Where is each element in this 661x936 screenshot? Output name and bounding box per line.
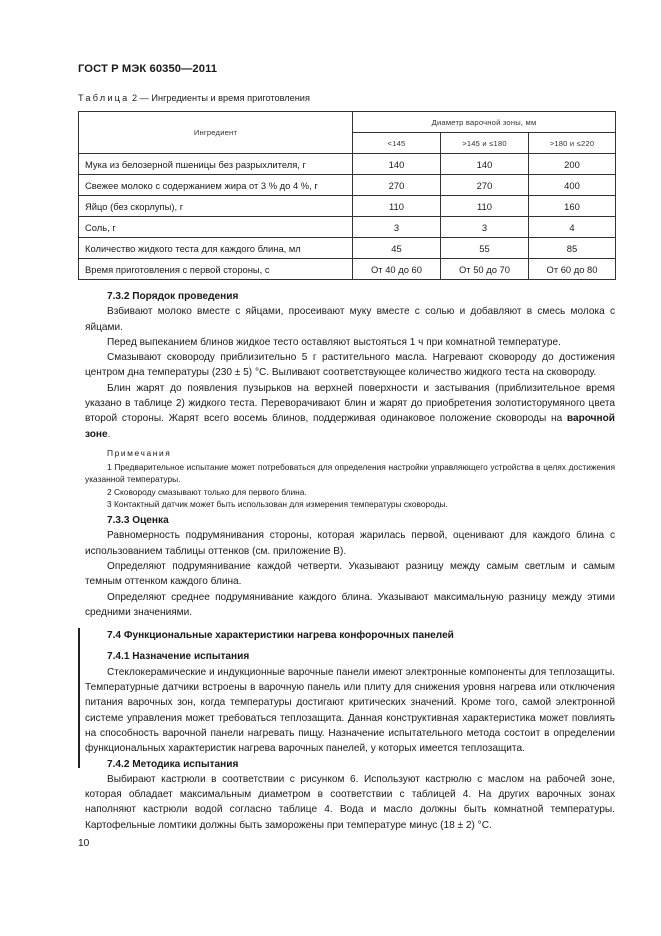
- paragraph: Выбирают кастрюли в соответствии с рисунком 6. Используют кастрюлю с маслом на рабочей зоне, которая обладает максимальным диаметром в соответствии с таблицей 4. На других варочных зонах наполняют кастрюли водой согласно таблице 4. Вода и масло должны быть комнатной температуры. Картофельные ломтики должны быть заморожены при температуре минус (18 ± 2) °С.: [85, 773, 615, 831]
- paragraph: [85, 381, 615, 442]
- row-value: 270: [441, 175, 529, 196]
- page-number: 10: [78, 838, 90, 849]
- row-value: 270: [353, 175, 441, 196]
- col-header-sub-1: <145: [353, 133, 441, 154]
- row-value: 45: [353, 238, 441, 259]
- paragraph: Определяют подрумянивание каждой четверти. Указывают разницу между самым светлым и самым темным оттенком каждого блина.: [85, 560, 615, 588]
- bold-term: варочной зоне: [85, 413, 615, 440]
- notes-title: Примечания: [107, 447, 172, 458]
- note-item: 3 Контактный датчик может быть использован для измерения температуры сковороды.: [107, 498, 448, 509]
- row-value: От 50 до 70: [441, 259, 529, 280]
- table-row: [79, 154, 616, 175]
- row-value: 4: [529, 217, 616, 238]
- row-value: 140: [441, 154, 529, 175]
- paragraph: Стеклокерамические и индукционные варочные панели имеют электронные компоненты для теплозащиты. Температурные датчики встроены в варочную панель или плиту для снижения уровня нагрева или отключения питания варочных зон, когда температуры достигают критических значений. Кроме того, самой электронной системе управления может требоваться теплозащита. Данная конструктивная характеристика может повлиять на способность варочной панели нагревать пищу. Назначение испытательного метода состоит в определении функциональных характеристик нагрева варочных панелей, у которых имеется теплозащита.: [85, 666, 615, 755]
- table-caption-prefix: Таблица: [78, 93, 130, 103]
- row-value: 55: [441, 238, 529, 259]
- row-name: Соль, г: [79, 217, 353, 238]
- row-name: Яйцо (без скорлупы), г: [79, 196, 353, 217]
- paragraph: Определяют среднее подрумянивание каждого блина. Указывают максимальную разницу между этими средними значениями.: [85, 591, 615, 618]
- col-header-sub-2: >145 и ≤180: [441, 133, 529, 154]
- revision-bar: [78, 654, 80, 768]
- row-value: 3: [353, 217, 441, 238]
- table-caption-text: 2 — Ингредиенты и время приготовления: [129, 93, 310, 103]
- document-body: [85, 289, 615, 833]
- ingredients-table: [78, 111, 616, 280]
- paragraph: Равномерность подрумянивания стороны, которая жарилась первой, оценивают для каждого блина с использованием таблицы оттенков (см. приложение В).: [85, 530, 615, 557]
- row-value: 200: [529, 154, 616, 175]
- table-row: [79, 175, 616, 196]
- row-name: Свежее молоко с содержанием жира от 3 % до 4 %, г: [79, 175, 353, 196]
- row-value: 110: [353, 196, 441, 217]
- revision-bar: [78, 628, 80, 654]
- section-heading-7-3-3: 7.3.3 Оценка: [107, 515, 169, 527]
- col-header-sub-3: >180 и ≤220: [529, 133, 616, 154]
- note-item: 2 Сковороду смазывают только для первого блина.: [107, 486, 307, 497]
- paragraph-end: .: [107, 428, 111, 440]
- note-item: 1 Предварительное испытание может потребоваться для определения настройки управляющего устройства в целях достижения указанной температуры.: [85, 462, 615, 485]
- paragraph: Взбивают молоко вместе с яйцами, просеивают муку вместе с солью и добавляют в смесь молока с яйцами.: [85, 306, 615, 333]
- document-header: ГОСТ Р МЭК 60350—2011: [78, 63, 218, 75]
- paragraph: Перед выпеканием блинов жидкое тесто оставляют выстояться 1 ч при комнатной температуре.: [107, 336, 561, 348]
- table-row: [79, 217, 616, 238]
- table-row: [79, 259, 616, 280]
- col-header-diameter: Диаметр варочной зоны, мм: [353, 112, 616, 133]
- row-value: 85: [529, 238, 616, 259]
- section-heading-7-4-2: 7.4.2 Методика испытания: [107, 758, 239, 770]
- table-row: [79, 196, 616, 217]
- row-name: Количество жидкого теста для каждого блина, мл: [79, 238, 353, 259]
- table-row: [79, 238, 616, 259]
- table-caption: [78, 93, 310, 103]
- row-value: От 60 до 80: [529, 259, 616, 280]
- section-heading-7-4-1: 7.4.1 Назначение испытания: [107, 651, 250, 663]
- row-value: 160: [529, 196, 616, 217]
- paragraph-text: Блин жарят до появления пузырьков на верхней поверхности и застывания (приблизительное время указано в таблице 2) жидкого теста. Переворачивают блин и жарят до приобретения золотисторумяного цвета второй стороны. Жарят всего восемь блинов, поддерживая одинаковое положение сковороды на: [85, 382, 615, 425]
- row-value: 140: [353, 154, 441, 175]
- paragraph: Смазывают сковороду приблизительно 5 г растительного масла. Нагревают сковороду до достижения центром дна температуры (230 ± 5) °С. Выливают соответствующее количество жидкого теста на сковороду.: [85, 352, 615, 379]
- section-heading-7-4: 7.4 Функциональные характеристики нагрева конфорочных панелей: [107, 630, 454, 642]
- col-header-ingredient: Ингредиент: [79, 112, 353, 154]
- row-name: Мука из белозерной пшеницы без разрыхлителя, г: [79, 154, 353, 175]
- row-value: 400: [529, 175, 616, 196]
- row-value: От 40 до 60: [353, 259, 441, 280]
- section-heading-7-3-2: 7.3.2 Порядок проведения: [107, 291, 239, 302]
- row-name: Время приготовления с первой стороны, с: [79, 259, 353, 280]
- row-value: 3: [441, 217, 529, 238]
- row-value: 110: [441, 196, 529, 217]
